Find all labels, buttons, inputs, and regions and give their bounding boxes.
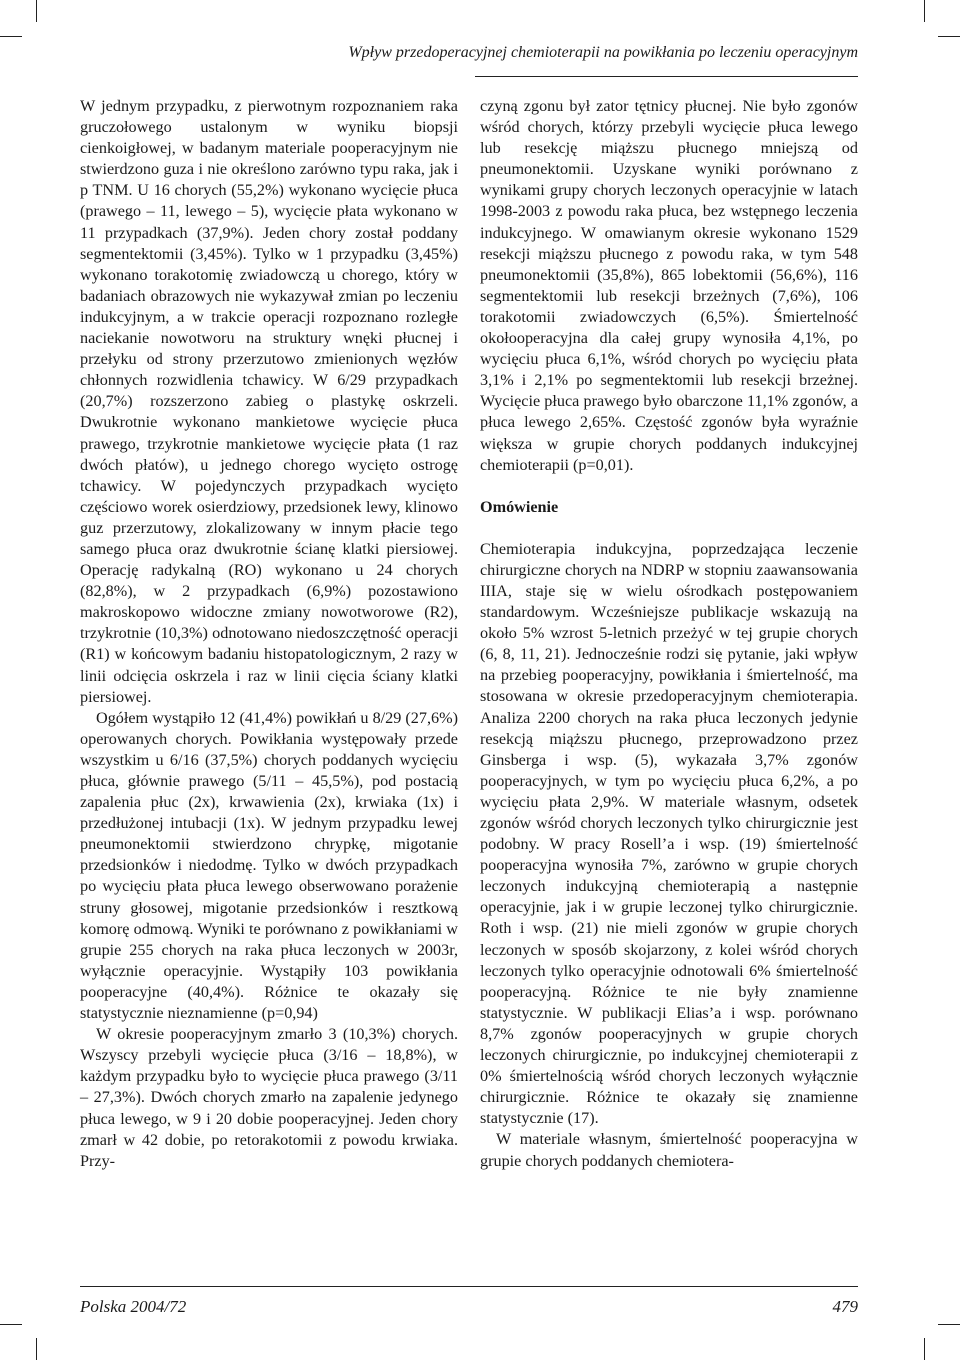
left-column	[80, 96, 458, 1172]
crop-mark	[924, 1338, 925, 1360]
body-paragraph: W materiale własnym, śmiertelność pooperacyjna w grupie chorych poddanych chemiotera-	[480, 1130, 858, 1170]
crop-mark	[36, 0, 37, 22]
crop-mark	[0, 36, 22, 37]
page-number: 479	[832, 1297, 858, 1316]
body-paragraph: Chemioterapia indukcyjna, poprzedzająca leczenie chirurgiczne chorych na NDRP w stopniu zaawansowania IIIA, staje się w wielu ośrodkach postępowaniem standardowym. Wcześniejsze publikacje wskazują na około 5% wzrost 5-letnich przeżyć w tej grupie chorych (6, 8, 11, 21). Jednocześnie rodzi się pytanie, jaki wpływ na przebieg pooperacyjny, powikłania i śmiertelność, ma stosowana w okresie przedoperacyjnym chemioterapia. Analiza 2200 chorych na raka płuca leczonych jedynie resekcją miąższu płucnego, przeprowadzono przez Ginsberga i wsp. (5), wykazała 3,7% zgonów pooperacyjnych, w tym po wycięciu płuca 6,2%, a po wycięciu płata 2,9%. W materiale własnym, odsetek zgonów wśród chorych leczonych tylko chirurgicznie jest podobny. W pracy Rosell’a i wsp. (19) śmiertelność pooperacyjna wynosiła 7%, zarówno w grupie chorych leczonych indukcyjną chemioterapią a następnie operacyjnie, jak i w grupie leczonej tylko chirurgicznie. Roth i wsp. (21) nie mieli zgonów w grupie chorych leczonych w sposób skojarzony, z kolei wśród chorych leczonych tylko operacyjnie odnotowali 6% śmiertelność pooperacyjną. Różnice te nie były znamienne statystycznie. W publikacji Elias’a i wsp. porównano 8,7% zgonów pooperacyjnych w grupie chorych leczonych chirurgicznie, po indukcyjnej chemioterapii z 0% śmiertelnością wśród chorych leczonych wyłącznie chirurgicznie. Różnice te okazały się znamienne statystycznie (17).	[480, 539, 858, 1128]
body-paragraph: W jednym przypadku, z pierwotnym rozpoznaniem raka gruczołowego ustalonym w wyniku biopsji cienkoigłowej, w badanym materiale pooperacyjnym nie stwierdzono guza i nie określono zarówno typu raka, jak i p TNM. U 16 chorych (55,2%) wykonano wycięcie płuca (prawego – 11, lewego – 5), wycięcie płata wykonano w 11 przypadkach (37,9%). Jeden chory został poddany segmentektomii (3,45%). Tylko w 1 przypadku (3,45%) wykonano torakotomię zwiadowczą u chorego, który w badaniach obrazowych nie wykazywał zmian po leczeniu indukcyjnym, a w trakcie operacji rozpoznano rozległe naciekanie nowotworu na struktury wnęki płucnej i przełyku od strony przerzutowo zmienionych węzłów chłonnych rozwidlenia tchawicy. W 6/29 przypadkach (20,7%) rozszerzono zabieg o plastykę oskrzeli. Dwukrotnie wykonano mankietowe wycięcie płuca prawego, trzykrotnie mankietowe wycięcie płata (1 raz dwóch płatów), u jednego chorego wycięto ostrogę tchawicy. W pojedynczych przypadkach wycięto częściowo worek osierdziowy, przedsionek lewy, klinowo guz przerzutowy, zlokalizowany w innym płacie tego samego płuca oraz dwukrotnie ścianę klatki piersiowej. Operację radykalną (RO) wykonano u 24 chorych (82,8%), w 2 przypadkach (6,9%) pozostawiono makroskopowo widoczne zmiany nowotworowe (R2), trzykrotnie (10,3%) odnotowano niedoszczętność operacji (R1) w końcowym badaniu histopatologicznym, 2 razy w linii odcięcia oskrzela i raz w linii cięcia ściany klatki piersiowej.	[80, 97, 458, 706]
header-rule	[475, 76, 858, 77]
crop-mark	[938, 36, 960, 37]
running-header: Wpływ przedoperacyjnej chemioterapii na powikłania po leczeniu operacyjnym	[348, 44, 858, 61]
right-column	[480, 96, 858, 1172]
journal-name: Polska 2004/72	[80, 1297, 187, 1316]
footer-rule	[80, 1286, 858, 1287]
section-heading: Omówienie	[480, 497, 559, 516]
crop-mark	[924, 0, 925, 22]
body-paragraph: czyną zgonu był zator tętnicy płucnej. Nie było zgonów wśród chorych, którzy przebyli wycięcie płuca lewego lub resekcję miąższu płucnego mniejszą od pneumonektomii. Uzyskane wyniki porównano z wynikami grupy chorych leczonych operacyjnie w latach 1998-2003 z powodu raka płuca, bez wstępnego leczenia indukcyjnego. W omawianym okresie wykonano 1529 resekcji miąższu płucnego z powodu raka, w tym 548 pneumonektomii (35,8%), 865 lobektomii (56,6%), 116 segmentektomii lub resekcji brzeżnych (7,6%), 106 torakotomii zwiadowczych (6,5%). Śmiertelność okołooperacyjna dla całej grupy wynosiła 4,1%, po wycięciu płuca 6,1%, wśród chorych po wycięciu płata 3,1% i 2,1% po segmentektomii lub resekcji brzeżnej. Wycięcie płuca prawego było obarczone 11,1% zgonów, a płuca lewego 2,65%. Częstość zgonów była wyraźnie większa w grupie chorych poddanych indukcyjnej chemioterapii (p=0,01).	[480, 97, 858, 474]
crop-mark	[938, 1324, 960, 1325]
body-paragraph: Ogółem wystąpiło 12 (41,4%) powikłań u 8/29 (27,6%) operowanych chorych. Powikłania występowały przede wszystkim u 6/16 (37,5%) chorych poddanych wycięciu płuca, głównie prawego (5/11 – 45,5%), pod postacią zapalenia płuc (2x), krwawienia (2x), krwiaka (1x) i przedłużonej intubacji (1x). W jednym przypadku lewej pneumonektomii stwierdzono chrypkę, migotanie przedsionków i niedodmę. Tylko w dwóch przypadkach po wycięciu płata płuca lewego obserwowano porażenie struny głosowej, migotanie przedsionków i resztkową komorę odmową. Wyniki te porównano z powikłaniami w grupie 255 chorych na raka płuca leczonych w 2003r, wyłącznie operacyjnie. Wystąpiły 103 powikłania pooperacyjne (40,4%). Różnice te okazały się statystycznie nieznamienne (p=0,94)	[80, 708, 458, 1023]
crop-mark	[0, 1324, 22, 1325]
crop-mark	[36, 1338, 37, 1360]
body-paragraph: W okresie pooperacyjnym zmarło 3 (10,3%) chorych. Wszyscy przebyli wycięcie płuca (3/16 – 18,8%), w każdym przypadku było to wycięcie płuca prawego (3/11 – 27,3%). Dwóch chorych zmarło na zapalenie jedynego płuca lewego, w 9 i 20 dobie pooperacyjnej. Jeden chory zmarł w 42 dobie, po retorakotomii z powodu krwiaka. Przy-	[80, 1025, 458, 1170]
